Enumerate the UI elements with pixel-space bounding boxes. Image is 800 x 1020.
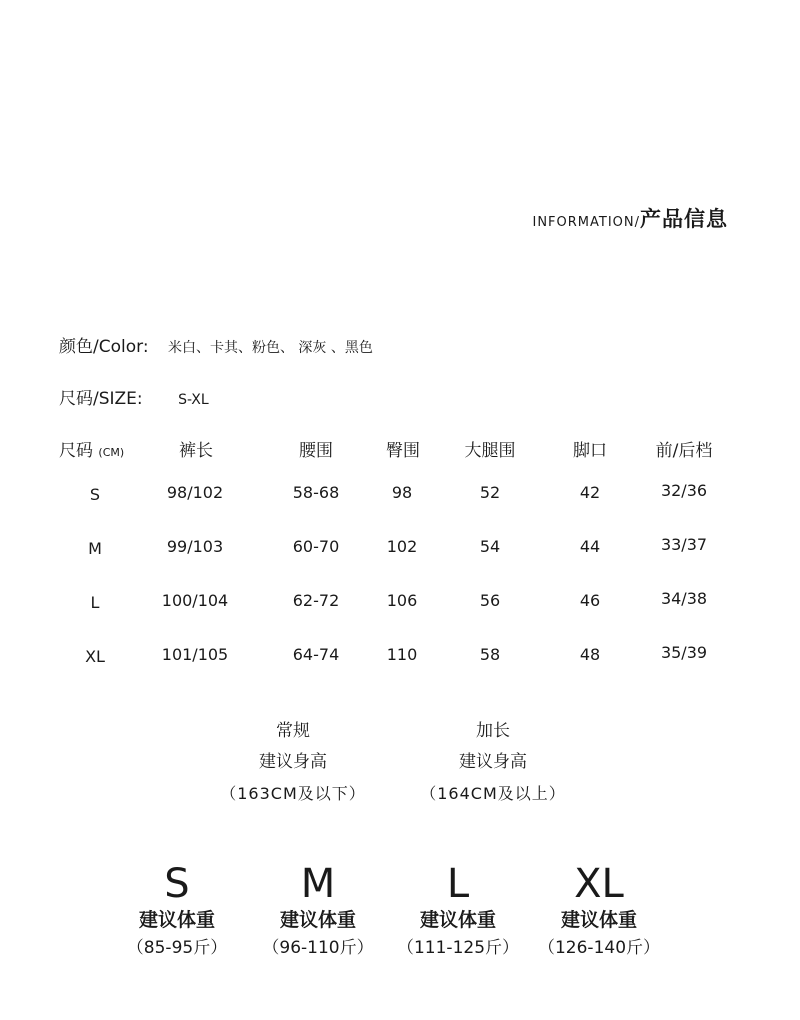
table-cell: 99/103 [166,537,224,556]
color-label: 颜色/Color: [59,337,149,357]
table-header-cell: 前/后档 [655,441,713,461]
weight-range: （126-140斤） [537,938,661,958]
table-cell: S [89,485,101,504]
table-cell: 42 [579,483,601,502]
recommend-height-label: 建议身高 [459,752,527,772]
table-header-cell: 脚口 [573,441,607,461]
length-type: 加长 [476,721,510,741]
color-line [59,332,373,357]
size-header-label: 尺码 [59,441,93,461]
weight-range: （96-110斤） [262,938,374,958]
color-value: 米白、卡其、粉色、 深灰 、黑色 [167,340,373,356]
table-cell: 44 [579,537,601,556]
height-recommendation-regular [220,716,366,809]
table-cell: 56 [479,591,501,610]
weight-range: （111-125斤） [396,938,520,958]
table-cell: XL [85,647,105,666]
height-recommendation-long [420,716,566,809]
weight-size: L [446,861,470,907]
table-cell: 62-72 [292,591,340,610]
table-cell: 35/39 [660,643,708,662]
weight-size: XL [574,861,624,907]
table-cell: 48 [579,645,601,664]
table-header-cell: 腰围 [299,441,333,461]
table-cell: M [88,539,102,558]
table-cell: 60-70 [292,537,340,556]
table-cell: 110 [386,645,418,664]
weight-size: M [300,861,336,907]
table-cell: 46 [579,591,601,610]
table-cell: 52 [479,483,501,502]
table-cell: 98/102 [166,483,224,502]
table-cell: L [90,593,100,612]
weight-label: 建议体重 [560,909,637,931]
length-type: 常规 [276,721,310,741]
table-cell: 32/36 [660,481,708,500]
weight-block-xl [538,862,660,962]
table-cell: 102 [386,537,418,556]
weight-block-l [397,862,519,962]
table-header-cell: 裤长 [179,441,213,461]
size-value: S-XL [178,392,209,408]
header-chinese: 产品信息 [640,207,728,231]
table-cell: 58 [479,645,501,664]
table-cell: 98 [391,483,413,502]
height-range: （163CM及以下） [220,784,366,803]
header-english: INFORMATION/ [532,215,640,230]
table-header-cell: 臀围 [386,441,420,461]
table-header-cell: 大腿围 [464,441,516,461]
size-line [59,384,209,409]
size-header-unit: (CM) [98,446,125,459]
table-cell: 33/37 [660,535,708,554]
weight-label: 建议体重 [419,909,496,931]
weight-label: 建议体重 [279,909,356,931]
recommend-height-label: 建议身高 [259,752,327,772]
weight-size: S [164,861,190,907]
table-cell: 106 [386,591,418,610]
weight-block-m [262,862,373,962]
table-cell: 34/38 [660,589,708,608]
weight-label: 建议体重 [138,909,215,931]
weight-block-s [127,862,227,962]
table-cell: 100/104 [161,591,229,610]
table-cell: 58-68 [292,483,340,502]
table-cell: 101/105 [161,645,229,664]
table-header-size [59,436,124,461]
table-cell: 64-74 [292,645,340,664]
weight-range: （85-95斤） [126,938,228,958]
height-range: （164CM及以上） [420,784,566,803]
section-header [532,203,728,233]
table-cell: 54 [479,537,501,556]
size-label: 尺码/SIZE: [59,389,143,409]
